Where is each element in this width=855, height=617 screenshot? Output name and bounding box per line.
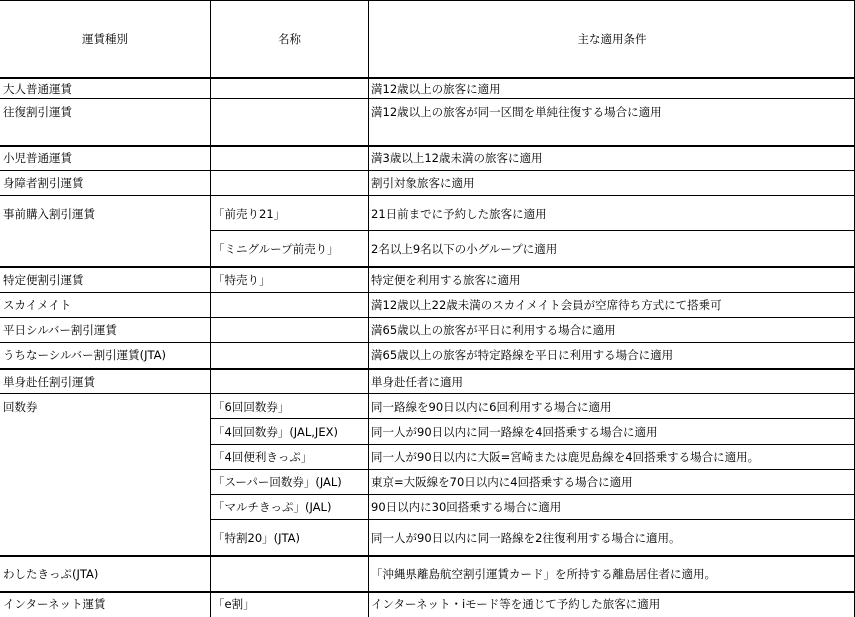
fare-condition: 満12歳以上の旅客に適用 — [371, 82, 501, 96]
rule — [0, 555, 855, 557]
rule — [0, 292, 855, 293]
fare-type: 大人普通運賃 — [3, 82, 72, 96]
fare-type: うちなーシルバー割引運賃(JTA) — [3, 348, 167, 362]
rule — [0, 591, 855, 593]
fare-condition: 2名以上9名以下の小グループに適用 — [371, 242, 558, 256]
fare-condition: 東京=大阪線を70日以内に4回搭乗する場合に適用 — [371, 475, 633, 489]
fare-condition: 満12歳以上22歳未満のスカイメイト会員が空席待ち方式にて搭乗可 — [371, 298, 722, 312]
rule — [211, 519, 855, 520]
rule — [211, 230, 855, 231]
rule — [211, 418, 855, 419]
fare-type: わしたきっぷ(JTA) — [3, 567, 99, 581]
fare-condition: インターネット・iモード等を通じて予約した旅客に適用 — [371, 597, 661, 611]
fare-type: 平日シルバー割引運賃 — [3, 323, 117, 337]
fare-condition: 特定便を利用する旅客に適用 — [371, 273, 521, 287]
rule — [0, 266, 855, 268]
rule — [211, 494, 855, 495]
fare-type: インターネット運賃 — [3, 597, 106, 611]
fare-condition: 満65歳以上の旅客が平日に利用する場合に適用 — [371, 323, 616, 337]
fare-name: 「マルチきっぷ」(JAL) — [213, 500, 332, 514]
fare-type: 特定便割引運賃 — [3, 273, 84, 287]
rule — [0, 0, 855, 1]
header-type: 運賃種別 — [82, 31, 128, 46]
rule — [0, 170, 855, 171]
fare-condition: 満65歳以上の旅客が特定路線を平日に利用する場合に適用 — [371, 348, 674, 362]
fare-condition: 同一人が90日以内に大阪=宮崎または鹿児島線を4回搭乗する場合に適用。 — [371, 450, 760, 464]
fare-name: 「6回回数券」 — [213, 400, 290, 414]
rule — [0, 342, 855, 343]
header-name: 名称 — [278, 31, 301, 46]
rule — [0, 393, 855, 394]
fare-name: 「ミニグループ前売り」 — [213, 242, 339, 256]
rule — [0, 317, 855, 318]
header-condition: 主な適用条件 — [577, 31, 647, 46]
fare-name: 「前売り21」 — [213, 207, 286, 221]
fare-type: 小児普通運賃 — [3, 151, 72, 165]
fare-name: 「スーパー回数券」(JAL) — [213, 475, 342, 489]
fare-condition: 90日以内に30回搭乗する場合に適用 — [371, 500, 562, 514]
fare-type: スカイメイト — [3, 298, 72, 312]
fare-condition: 単身赴任者に適用 — [371, 375, 463, 389]
fare-name: 「特売り」 — [213, 273, 271, 287]
fare-condition: 満3歳以上12歳未満の旅客に適用 — [371, 151, 543, 165]
fare-name: 「4回便利きっぷ」 — [213, 450, 313, 464]
fare-type: 単身赴任割引運賃 — [3, 375, 95, 389]
fare-name: 「4回回数券」(JAL,JEX) — [213, 425, 338, 439]
fare-condition: 21日前までに予約した旅客に適用 — [371, 207, 547, 221]
fare-condition: 同一人が90日以内に同一路線を4回搭乗する場合に適用 — [371, 425, 658, 439]
rule — [0, 145, 855, 147]
rule — [211, 469, 855, 470]
fare-type: 往復割引運賃 — [3, 105, 72, 119]
column-divider — [210, 0, 211, 617]
fare-name: 「特割20」(JTA) — [213, 531, 300, 545]
fare-condition: 「沖縄県離島航空割引運賃カード」を所持する離島居住者に適用。 — [371, 567, 716, 581]
fare-condition: 同一人が90日以内に同一路線を2往復利用する場合に適用。 — [371, 531, 681, 545]
fare-type: 身障者割引運賃 — [3, 176, 84, 190]
rule — [0, 195, 855, 196]
rule — [211, 444, 855, 445]
fare-condition: 割引対象旅客に適用 — [371, 176, 475, 190]
fare-condition: 同一路線を90日以内に6回利用する場合に適用 — [371, 400, 612, 414]
fare-type: 回数券 — [3, 400, 38, 414]
fare-condition: 満12歳以上の旅客が同一区間を単純往復する場合に適用 — [371, 105, 662, 119]
rule — [0, 98, 855, 99]
rule — [0, 368, 855, 370]
column-divider — [368, 0, 369, 617]
fare-name: 「e割」 — [213, 597, 255, 611]
fare-type: 事前購入割引運賃 — [3, 207, 95, 221]
rule — [0, 77, 855, 79]
